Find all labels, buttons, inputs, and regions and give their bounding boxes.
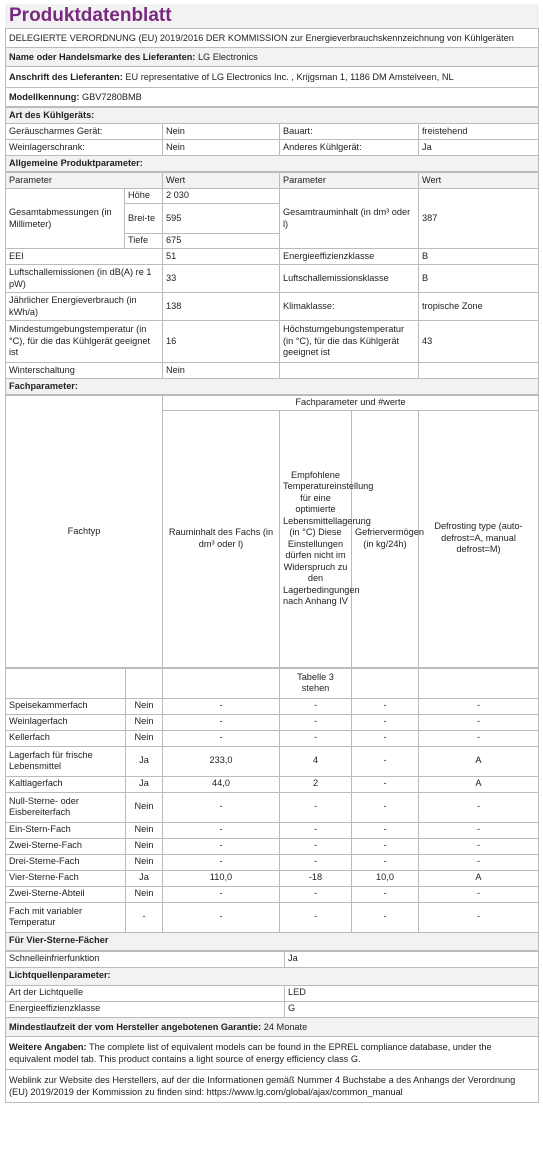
model-label: Modellkennung:	[9, 92, 80, 102]
compartment-vol: 110,0	[163, 870, 280, 886]
table-row	[6, 822, 539, 838]
compartment-defrost: -	[419, 698, 539, 714]
compartment-vol: -	[163, 902, 280, 932]
page-title: Produktdatenblatt	[5, 4, 539, 28]
volume-value: 387	[419, 189, 539, 249]
compartment-freeze: -	[352, 698, 419, 714]
compartment-defrost: A	[419, 870, 539, 886]
compartment-name: Ein-Stern-Fach	[6, 822, 126, 838]
empty-cell	[352, 668, 419, 698]
row-value: Nein	[163, 124, 280, 140]
row-label: EEI	[6, 249, 163, 265]
supplier-name-label: Name oder Handelsmarke des Lieferanten:	[9, 52, 196, 62]
compartment-temp: -	[280, 714, 352, 730]
general-table	[5, 172, 539, 395]
compartment-temp: -18	[280, 870, 352, 886]
compartment-vol: 233,0	[163, 746, 280, 776]
fach-rows	[6, 698, 539, 932]
compartment-defrost: -	[419, 838, 539, 854]
product-data-sheet	[5, 4, 539, 1103]
row-value: Nein	[163, 363, 280, 379]
compartment-vol: -	[163, 886, 280, 902]
compartment-freeze: -	[352, 854, 419, 870]
row-value: 16	[163, 321, 280, 363]
quick-freeze-label: Schnelleinfrierfunktion	[6, 951, 285, 967]
compartment-freeze: -	[352, 902, 419, 932]
fach-table	[5, 668, 539, 951]
empty-cell	[163, 668, 280, 698]
row-label: Anderes Kühlgerät:	[280, 140, 419, 156]
compartment-freeze: -	[352, 776, 419, 792]
light-class-value: G	[285, 1001, 539, 1017]
dimension-key: Tiefe	[125, 234, 163, 249]
row-label: Energieeffizienzklasse	[280, 249, 419, 265]
compartment-temp: 4	[280, 746, 352, 776]
table-row	[6, 698, 539, 714]
compartment-name: Speisekammerfach	[6, 698, 126, 714]
col-header-value: Wert	[419, 173, 539, 189]
compartment-present: Nein	[126, 714, 163, 730]
row-value	[419, 363, 539, 379]
row-label: Weinlagerschrank:	[6, 140, 163, 156]
dimension-value: 2 030	[163, 189, 280, 204]
compartment-present: -	[126, 902, 163, 932]
col-header-volume: Rauminhalt des Fachs (in dm³ oder l)	[163, 410, 280, 667]
compartment-temp: -	[280, 902, 352, 932]
compartment-present: Nein	[126, 792, 163, 822]
compartment-present: Nein	[126, 854, 163, 870]
col-group-header: Fachparameter und #werte	[163, 396, 539, 411]
compartment-defrost: -	[419, 854, 539, 870]
compartment-temp: -	[280, 854, 352, 870]
type-section-title: Art des Kühlgeräts:	[6, 108, 539, 124]
table-row	[6, 714, 539, 730]
col-header-value: Wert	[163, 173, 280, 189]
compartment-defrost: -	[419, 792, 539, 822]
row-value: tropische Zone	[419, 293, 539, 321]
row-label: Klimaklasse:	[280, 293, 419, 321]
compartment-present: Nein	[126, 730, 163, 746]
compartment-name: Kaltlagerfach	[6, 776, 126, 792]
fach-header-table	[5, 395, 539, 668]
compartment-temp: 2	[280, 776, 352, 792]
compartment-defrost: -	[419, 730, 539, 746]
row-value: Ja	[419, 140, 539, 156]
row-label: Höchstumgebungstemperatur (in °C), für die das Kühlgerät geeignet ist	[280, 321, 419, 363]
table-row	[6, 838, 539, 854]
dimension-key: Brei-te	[125, 204, 163, 234]
light-type-label: Art der Lichtquelle	[6, 985, 285, 1001]
table-row	[6, 902, 539, 932]
compartment-temp: -	[280, 792, 352, 822]
row-value: 51	[163, 249, 280, 265]
compartment-name: Drei-Sterne-Fach	[6, 854, 126, 870]
col-header-temperature: Empfohlene Temperatureinstellung für eine optimierte Lebensmittellagerung (in °C) Diese Einstellungen dürfen nicht im Widerspruch zu den Lagerbedingungen nach Anhang IV	[280, 410, 352, 667]
type-table	[5, 107, 539, 172]
table-row	[6, 886, 539, 902]
dimension-value: 675	[163, 234, 280, 249]
compartment-freeze: -	[352, 730, 419, 746]
compartment-present: Nein	[126, 822, 163, 838]
row-label: Jährlicher Energieverbrauch (in kWh/a)	[6, 293, 163, 321]
col-header-freezing: Gefriervermögen (in kg/24h)	[352, 410, 419, 667]
col-header-parameter: Parameter	[280, 173, 419, 189]
quick-freeze-value: Ja	[285, 951, 539, 967]
row-label: Luftschallemissionsklasse	[280, 265, 419, 293]
compartment-name: Zwei-Sterne-Abteil	[6, 886, 126, 902]
row-label	[280, 363, 419, 379]
table-row	[6, 792, 539, 822]
compartment-freeze: -	[352, 822, 419, 838]
col-header-fachtyp: Fachtyp	[6, 396, 163, 668]
compartment-present: Nein	[126, 698, 163, 714]
compartment-freeze: 10,0	[352, 870, 419, 886]
compartment-freeze: -	[352, 746, 419, 776]
dimensions-label: Gesamtabmessungen (in Millimeter)	[6, 189, 125, 249]
supplier-name-row	[5, 48, 539, 67]
compartment-vol: -	[163, 714, 280, 730]
fach-section-title: Fachparameter:	[6, 379, 539, 395]
compartment-freeze: -	[352, 838, 419, 854]
compartment-vol: -	[163, 838, 280, 854]
row-value: Nein	[163, 140, 280, 156]
compartment-name: Kellerfach	[6, 730, 126, 746]
compartment-temp: -	[280, 822, 352, 838]
compartment-vol: -	[163, 730, 280, 746]
empty-cell	[6, 668, 126, 698]
empty-cell	[419, 668, 539, 698]
compartment-defrost: -	[419, 902, 539, 932]
dimension-key: Höhe	[125, 189, 163, 204]
light-section-title: Lichtquellenparameter:	[6, 967, 539, 985]
general-section-title: Allgemeine Produktparameter:	[6, 156, 539, 172]
row-label: Geräuscharmes Gerät:	[6, 124, 163, 140]
compartment-temp: -	[280, 730, 352, 746]
compartment-vol: -	[163, 698, 280, 714]
temp-note: Tabelle 3 stehen	[280, 668, 352, 698]
col-header-defrost: Defrosting type (auto-defrost=A, manual defrost=M)	[419, 410, 539, 667]
supplier-address-label: Anschrift des Lieferanten:	[9, 72, 123, 82]
row-label: Luftschallemissionen (in dB(A) re 1 pW)	[6, 265, 163, 293]
table-row	[6, 746, 539, 776]
compartment-vol: -	[163, 854, 280, 870]
compartment-temp: -	[280, 698, 352, 714]
light-type-value: LED	[285, 985, 539, 1001]
weblink-text: Weblink zur Website des Herstellers, auf der die Informationen gemäß Nummer 4 Buchstabe a des Anhangs der Verordnung (EU) 2019/2019 der Kommission zu finden sind: https://www.lg.com/global/ajax/common_manual	[9, 1074, 516, 1097]
supplier-name: LG Electronics	[197, 52, 258, 62]
row-label: Mindestumgebungstemperatur (in °C), für die das Kühlgerät geeignet ist	[6, 321, 163, 363]
compartment-temp: -	[280, 886, 352, 902]
compartment-freeze: -	[352, 714, 419, 730]
compartment-name: Fach mit variabler Temperatur	[6, 902, 126, 932]
compartment-defrost: -	[419, 886, 539, 902]
compartment-freeze: -	[352, 886, 419, 902]
further-info-text: The complete list of equivalent models can be found in the EPREL compliance database, under the equivalent model tab. This product contains a light source of energy efficiency class G.	[9, 1041, 492, 1064]
compartment-present: Ja	[126, 870, 163, 886]
row-value: 138	[163, 293, 280, 321]
compartment-present: Ja	[126, 776, 163, 792]
weblink-row	[5, 1070, 539, 1103]
compartment-vol: 44,0	[163, 776, 280, 792]
compartment-vol: -	[163, 822, 280, 838]
row-value: 33	[163, 265, 280, 293]
compartment-defrost: -	[419, 714, 539, 730]
further-info-label: Weitere Angaben:	[9, 1041, 87, 1052]
compartment-present: Nein	[126, 838, 163, 854]
further-info-row	[5, 1037, 539, 1070]
table-row	[6, 870, 539, 886]
compartment-name: Vier-Sterne-Fach	[6, 870, 126, 886]
compartment-name: Weinlagerfach	[6, 714, 126, 730]
empty-cell	[126, 668, 163, 698]
compartment-defrost: A	[419, 746, 539, 776]
row-value: freistehend	[419, 124, 539, 140]
regulation-text: DELEGIERTE VERORDNUNG (EU) 2019/2016 DER KOMMISSION zur Energieverbrauchskennzeichnung von Kühlgeräten	[5, 28, 539, 48]
model-row	[5, 88, 539, 107]
table-row	[6, 730, 539, 746]
row-value: B	[419, 249, 539, 265]
warranty-value: 24 Monate	[263, 1021, 308, 1032]
supplier-address: EU representative of LG Electronics Inc. , Krijgsman 1, 1186 DM Amstelveen, NL	[125, 72, 454, 82]
four-star-table	[5, 951, 539, 1018]
row-value: B	[419, 265, 539, 293]
compartment-vol: -	[163, 792, 280, 822]
model-id: GBV7280BMB	[82, 92, 142, 102]
row-value: 43	[419, 321, 539, 363]
compartment-present: Ja	[126, 746, 163, 776]
dimension-value: 595	[163, 204, 280, 234]
compartment-name: Lagerfach für frische Lebensmittel	[6, 746, 126, 776]
warranty-label: Mindestlaufzeit der vom Hersteller angebotenen Garantie:	[9, 1021, 262, 1032]
row-label: Bauart:	[280, 124, 419, 140]
compartment-freeze: -	[352, 792, 419, 822]
row-label: Winterschaltung	[6, 363, 163, 379]
compartment-name: Null-Sterne- oder Eisbereiterfach	[6, 792, 126, 822]
compartment-name: Zwei-Sterne-Fach	[6, 838, 126, 854]
light-class-label: Energieeffizienzklasse	[6, 1001, 285, 1017]
volume-label: Gesamtrauminhalt (in dm³ oder l)	[280, 189, 419, 249]
four-star-title: Für Vier-Sterne-Fächer	[6, 932, 539, 950]
compartment-defrost: A	[419, 776, 539, 792]
table-row	[6, 776, 539, 792]
warranty-row	[5, 1018, 539, 1037]
table-row	[6, 854, 539, 870]
compartment-temp: -	[280, 838, 352, 854]
col-header-parameter: Parameter	[6, 173, 163, 189]
compartment-present: Nein	[126, 886, 163, 902]
compartment-defrost: -	[419, 822, 539, 838]
supplier-address-row	[5, 67, 539, 88]
